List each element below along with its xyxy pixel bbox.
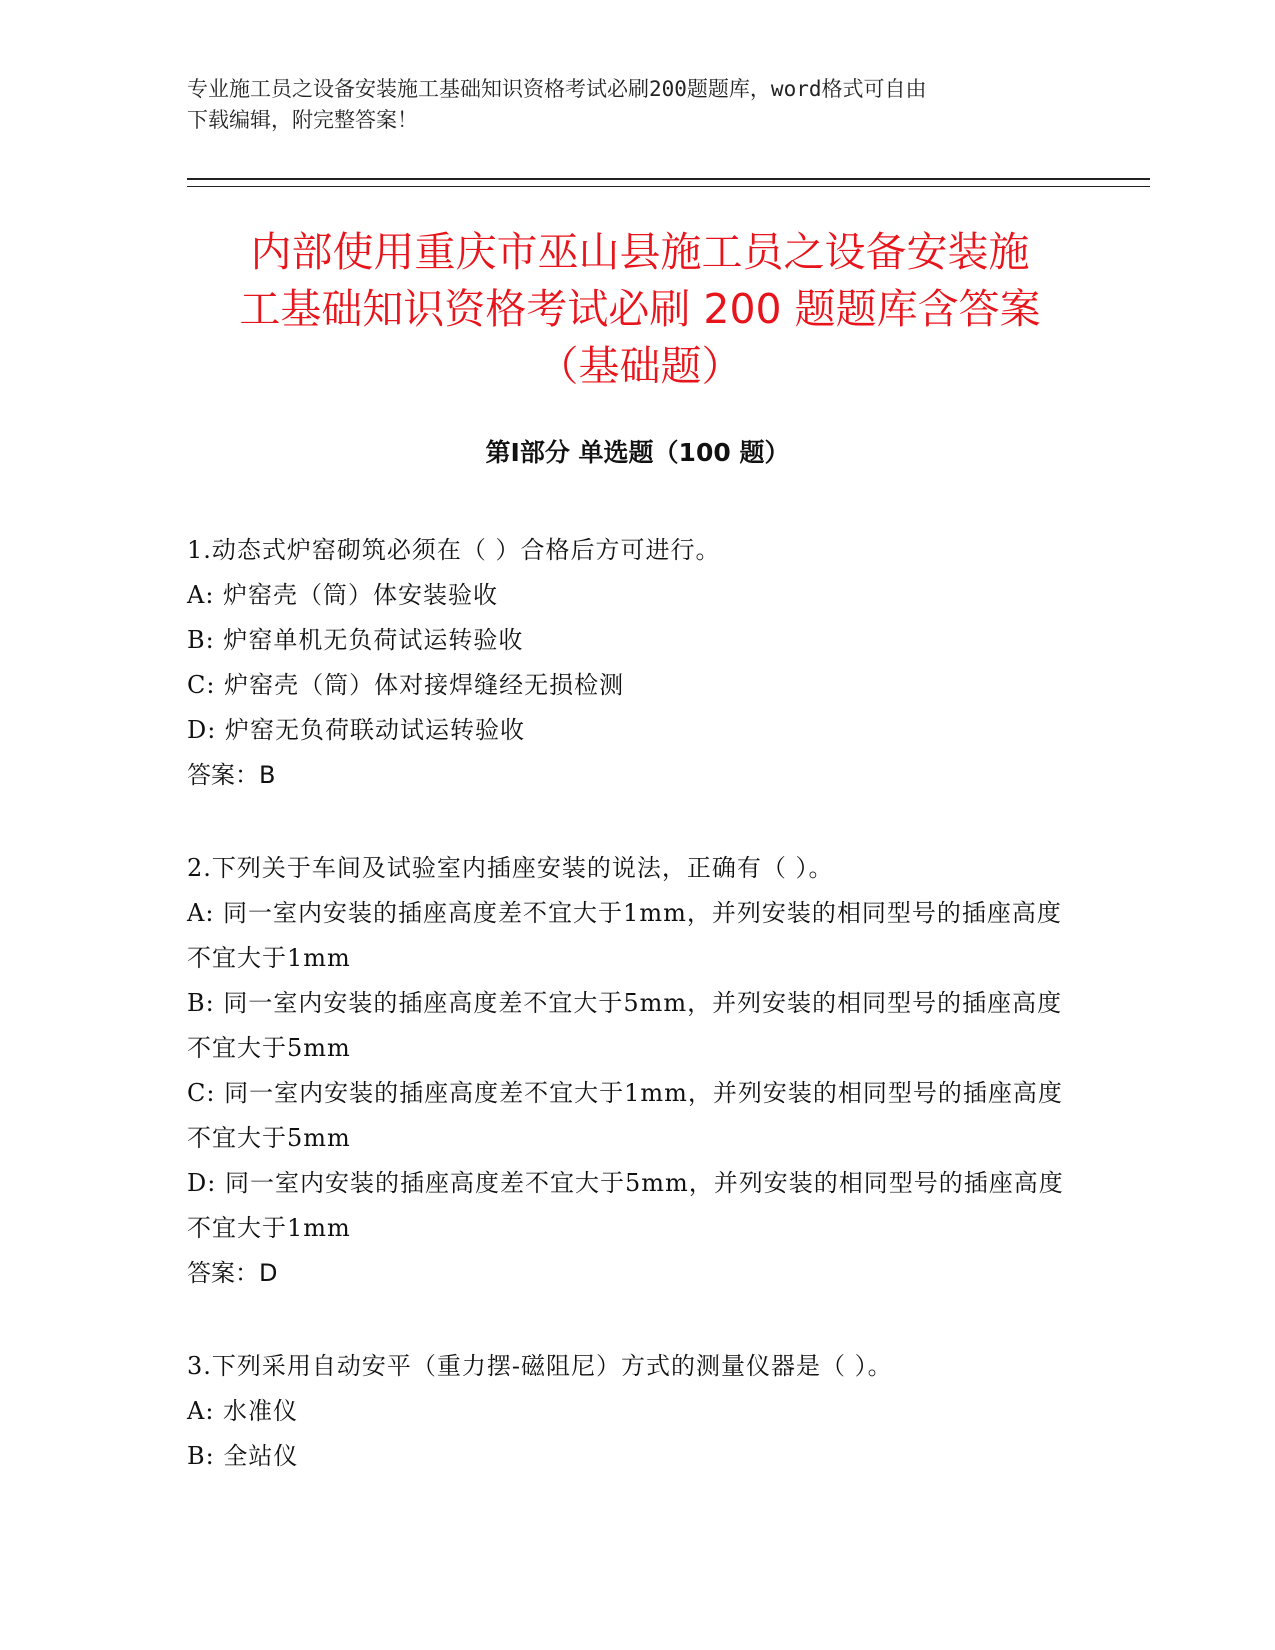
option-d: D: 炉窑无负荷联动试运转验收 bbox=[187, 716, 525, 744]
option-b: B: 全站仪 bbox=[187, 1442, 299, 1470]
question-stem: 3.下列采用自动安平（重力摆-磁阻尼）方式的测量仪器是（ ）。 bbox=[187, 1352, 893, 1380]
question-stem: 1.动态式炉窑砌筑必须在（ ）合格后方可进行。 bbox=[187, 536, 721, 564]
option-b: B: 同一室内安装的插座高度差不宜大于5mm，并列安装的相同型号的插座高度不宜大于5mm bbox=[187, 989, 1063, 1062]
document-title-line-1: 内部使用重庆市巫山县施工员之设备安装施 bbox=[250, 228, 1030, 276]
document-title-line-2: 工基础知识资格考试必刷 200 题题库含答案 bbox=[239, 285, 1041, 333]
header-note bbox=[187, 74, 1087, 136]
header-divider-thin bbox=[187, 186, 1150, 187]
document-title bbox=[160, 224, 1120, 395]
option-a: A: 同一室内安装的插座高度差不宜大于1mm，并列安装的相同型号的插座高度不宜大于1mm bbox=[187, 899, 1062, 972]
question-1 bbox=[187, 528, 1067, 798]
option-c: C: 炉窑壳（筒）体对接焊缝经无损检测 bbox=[187, 671, 625, 699]
question-stem: 2.下列关于车间及试验室内插座安装的说法，正确有（ ）。 bbox=[187, 854, 834, 882]
option-c: C: 同一室内安装的插座高度差不宜大于1mm，并列安装的相同型号的插座高度不宜大于5mm bbox=[187, 1079, 1063, 1152]
header-divider-thick bbox=[187, 178, 1150, 180]
question-list bbox=[187, 528, 1067, 1527]
option-d: D: 同一室内安装的插座高度差不宜大于5mm，并列安装的相同型号的插座高度不宜大于1mm bbox=[187, 1169, 1064, 1242]
answer-text: 答案：D bbox=[187, 1259, 278, 1287]
section-heading: 第Ⅰ部分 单选题（100 题） bbox=[485, 438, 790, 467]
answer-text: 答案：B bbox=[187, 761, 276, 789]
document-title-line-3: （基础题） bbox=[537, 342, 743, 390]
header-note-line-2: 下载编辑，附完整答案！ bbox=[187, 108, 418, 132]
question-2 bbox=[187, 846, 1067, 1296]
option-a: A: 水准仪 bbox=[187, 1397, 299, 1425]
header-note-line-1: 专业施工员之设备安装施工基础知识资格考试必刷200题题库，word格式可自由 bbox=[187, 77, 927, 101]
option-b: B: 炉窑单机无负荷试运转验收 bbox=[187, 626, 524, 654]
option-a: A: 炉窑壳（筒）体安装验收 bbox=[187, 581, 499, 609]
question-3 bbox=[187, 1344, 1067, 1479]
